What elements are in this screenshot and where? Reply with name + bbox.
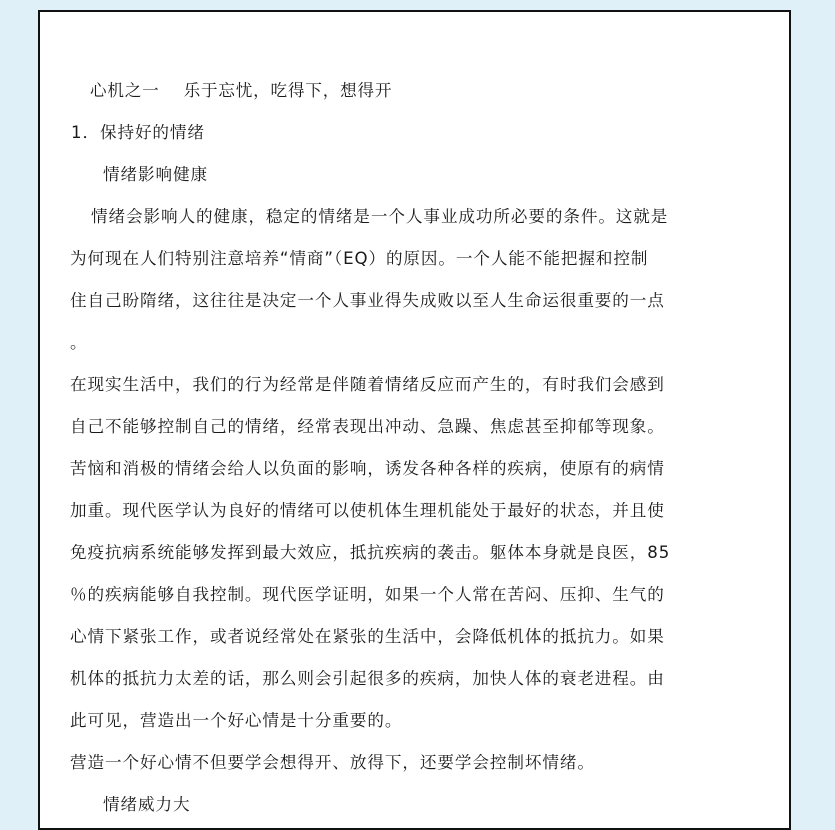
paragraph-2-line-2: 自己不能够控制自己的情绪，经常表现出冲动、急躁、焦虑甚至抑郁等现象。 [70, 417, 665, 436]
paragraph-3-line-1: 营造一个好心情不但要学会想得开、放得下，还要学会控制坏情绪。 [70, 753, 595, 772]
paragraph-2-line-3: 苦恼和消极的情绪会给人以负面的影响，诱发各种各样的疾病，使原有的病情 [70, 459, 665, 478]
document-page [38, 10, 791, 830]
paragraph-2-line-1: 在现实生活中，我们的行为经常是伴随着情绪反应而产生的，有时我们会感到 [70, 375, 665, 394]
chapter-heading [90, 80, 392, 102]
paragraph-2-line-7: 心情下紧张工作，或者说经常处在紧张的生活中，会降低机体的抵抗力。如果 [70, 627, 665, 646]
paragraph-2-line-8: 机体的抵抗力太差的话，那么则会引起很多的疾病，加快人体的衰老进程。由 [70, 669, 665, 688]
chapter-heading-title: 乐于忘忧，吃得下，想得开 [183, 81, 393, 100]
paragraph-2-line-6: ％的疾病能够自我控制。现代医学证明，如果一个人常在苦闷、压抑、生气的 [70, 585, 665, 604]
paragraph-2-line-5: 免疫抗病系统能够发挥到最大效应，抵抗疾病的袭击。躯体本身就是良医，85 [70, 543, 671, 562]
subheading-emotion-power: 情绪威力大 [103, 795, 191, 814]
section-number-heading: 1．保持好的情绪 [71, 123, 205, 142]
paragraph-1-line-2: 为何现在人们特别注意培养“情商”（EQ）的原因。一个人能不能把握和控制 [70, 249, 649, 268]
paragraph-1-line-4: 。 [70, 333, 88, 352]
paragraph-1-line-3: 住自己盼隋绪，这往往是决定一个人事业得失成败以至人生命运很重要的一点 [70, 291, 665, 310]
paragraph-1-line-1: 情绪会影响人的健康，稳定的情绪是一个人事业成功所必要的条件。这就是 [91, 207, 669, 226]
paragraph-2-line-4: 加重。现代医学认为良好的情绪可以使机体生理机能处于最好的状态，并且使 [70, 501, 665, 520]
subheading-emotion-health: 情绪影响健康 [103, 165, 208, 184]
paragraph-2-line-9: 此可见，营造出一个好心情是十分重要的。 [70, 711, 403, 730]
chapter-heading-prefix: 心机之一 [90, 81, 160, 100]
